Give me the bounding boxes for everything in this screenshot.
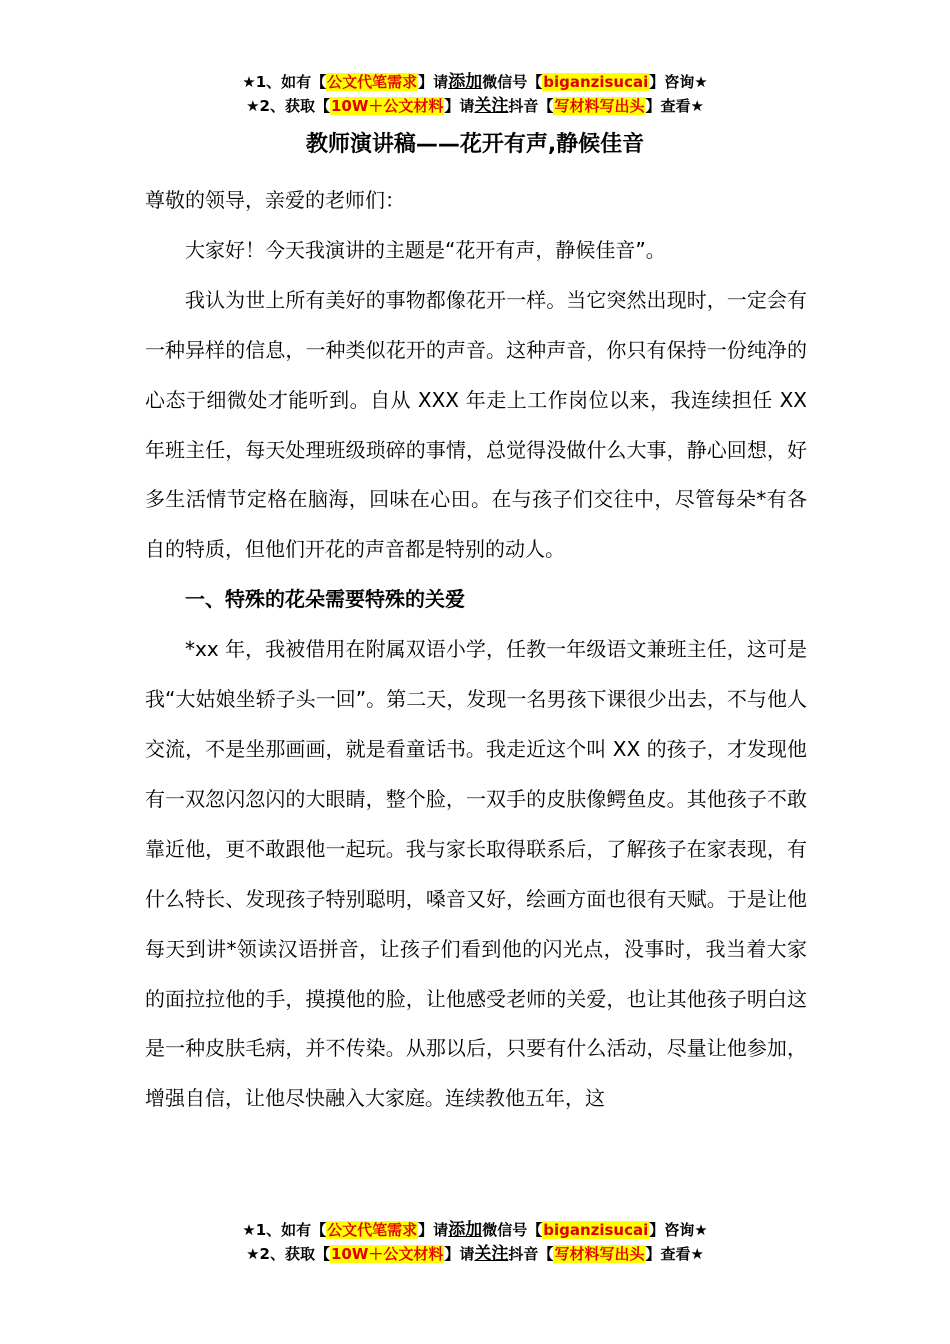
banner-text: 抖音【 <box>508 1245 554 1263</box>
footer-banner <box>0 1218 950 1266</box>
banner-text: ★1、如有【 <box>242 1221 327 1239</box>
banner-line-2 <box>0 1242 950 1266</box>
banner-emphasis: 关注 <box>474 1244 509 1264</box>
banner-highlight-wechat-id: biganzisucai <box>543 73 649 91</box>
banner-line-2 <box>0 94 950 118</box>
banner-emphasis: 添加 <box>448 1220 483 1240</box>
banner-text: 】请 <box>444 97 475 115</box>
banner-text: 】查看★ <box>645 1245 704 1263</box>
banner-highlight-wechat-id: biganzisucai <box>543 1221 649 1239</box>
banner-text: 微信号【 <box>482 1221 543 1239</box>
banner-text: 抖音【 <box>508 97 554 115</box>
banner-text: 】咨询★ <box>649 73 708 91</box>
banner-text: ★2、获取【 <box>246 1245 330 1263</box>
banner-line-1 <box>0 1218 950 1242</box>
banner-text: ★2、获取【 <box>246 97 330 115</box>
document-body <box>145 176 807 1124</box>
paragraph: *xx 年，我被借用在附属双语小学，任教一年级语文兼班主任，这可是我“大姑娘坐轿子头一回”。第二天，发现一名男孩下课很少出去，不与他人交流，不是坐那画画，就是看童话书。我走近这个叫 XX 的孩子，才发现他有一双忽闪忽闪的大眼睛，整个脸，一双手的皮肤像鳄鱼皮。其他孩子不敢靠近他，更不敢跟他一起玩。我与家长取得联系后，了解孩子在家表现，有什么特长、发现孩子特别聪明，嗓音又好，绘画方面也很有天赋。于是让他每天到讲*领读汉语拼音，让孩子们看到他的闪光点，没事时，我当着大家的面拉拉他的手，摸摸他的脸，让他感受老师的关爱，也让其他孩子明白这是一种皮肤毛病，并不传染。从那以后，只要有什么活动，尽量让他参加，增强自信，让他尽快融入大家庭。连续教他五年，这 <box>145 637 807 1111</box>
banner-text: 】请 <box>418 1221 449 1239</box>
banner-line-1 <box>0 70 950 94</box>
paragraph: 大家好！今天我演讲的主题是“花开有声，静候佳音”。 <box>185 237 666 262</box>
paragraph: 我认为世上所有美好的事物都像花开一样。当它突然出现时，一定会有一种异样的信息，一种类似花开的声音。这种声音，你只有保持一份纯净的心态于细微处才能听到。自从 XXX 年走上工作岗位以来，我连续担任 XX 年班主任，每天处理班级琐碎的事情，总觉得没做什么大事，静心回想，好多生活情节定格在脑海，回味在心田。在与孩子们交往中，尽管每朵*有各自的特质，但他们开花的声音都是特别的动人。 <box>145 287 807 562</box>
banner-text: 微信号【 <box>482 73 543 91</box>
banner-highlight-douyin-id: 写材料写出头 <box>554 1245 645 1263</box>
banner-highlight-materials: 10W＋公文材料 <box>330 97 444 115</box>
banner-text: 】咨询★ <box>649 1221 708 1239</box>
banner-highlight-service: 公文代笔需求 <box>327 73 418 91</box>
banner-emphasis: 关注 <box>474 96 509 116</box>
banner-highlight-service: 公文代笔需求 <box>327 1221 418 1239</box>
banner-text: ★1、如有【 <box>242 73 327 91</box>
banner-highlight-douyin-id: 写材料写出头 <box>554 97 645 115</box>
salutation: 尊敬的领导，亲爱的老师们： <box>145 188 405 212</box>
banner-text: 】查看★ <box>645 97 704 115</box>
banner-text: 】请 <box>418 73 449 91</box>
section-heading: 一、特殊的花朵需要特殊的关爱 <box>185 587 465 612</box>
header-banner <box>0 70 950 118</box>
banner-text: 】请 <box>444 1245 475 1263</box>
banner-highlight-materials: 10W＋公文材料 <box>330 1245 444 1263</box>
banner-emphasis: 添加 <box>448 72 483 92</box>
document-title: 教师演讲稿——花开有声,静候佳音 <box>305 132 645 157</box>
